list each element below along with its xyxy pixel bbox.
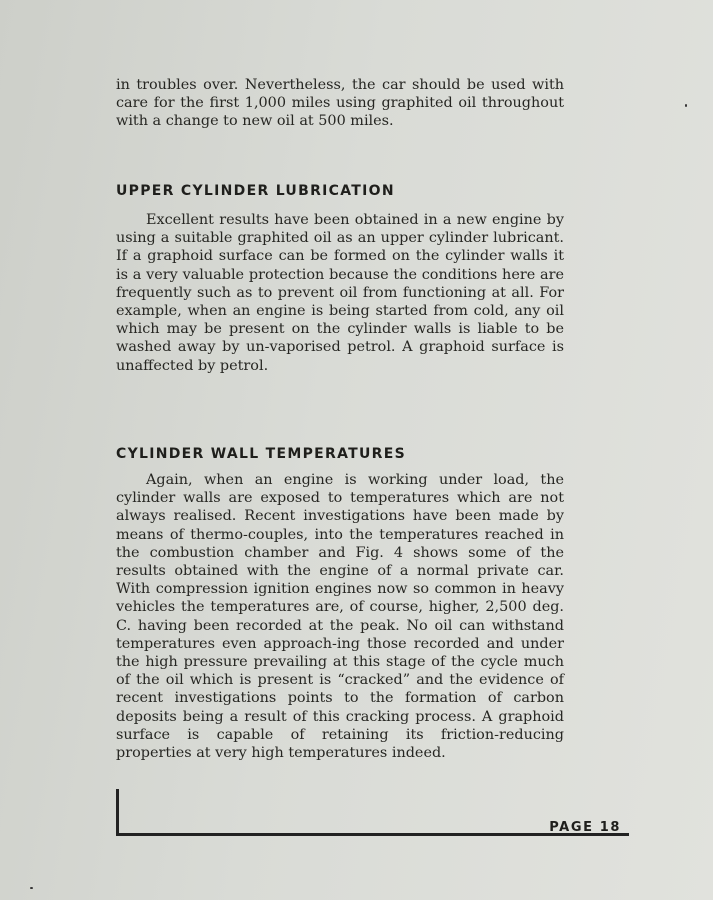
page-number: PAGE 18	[549, 820, 621, 835]
section-paragraph-upper-cylinder-lubrication: Excellent results have been obtained in a new engine by using a suitable graphited oil as an upper cylinder lubricant. If a graphoid surface can be formed on the cylinder walls it is a very valuable protection because the conditions here are frequently such as to prevent oil from functioning at all. For example, when an engine is being started from cold, any oil which may be present on the cylinder walls is liable to be washed away by un-vaporised petrol. A graphoid surface is unaffected by petrol.	[116, 212, 564, 374]
section-heading-upper-cylinder-lubrication: UPPER CYLINDER LUBRICATION	[116, 183, 395, 199]
footer-rule-vertical	[116, 789, 119, 836]
intro-paragraph: in troubles over. Nevertheless, the car should be used with care for the first 1,000 miles using graphited oil throughout with a change to new oil at 500 miles.	[116, 77, 564, 130]
paper-speck	[685, 104, 687, 107]
section-paragraph-cylinder-wall-temperatures: Again, when an engine is working under load, the cylinder walls are exposed to temperatures which are not always realised. Recent investigations have been made by means of thermo-couples, into the temperatures reached in the combustion chamber and Fig. 4 shows some of the results obtained with the engine of a normal private car. With compression ignition engines now so common in heavy vehicles the temperatures are, of course, higher, 2,500 deg. C. having been recorded at the peak. No oil can withstand temperatures even approach-ing those recorded and under the high pressure prevailing at this stage of the cycle much of the oil which is present is “cracked” and the evidence of recent investigations points to the formation of carbon deposits being a result of this cracking process. A graphoid surface is capable of retaining its friction-reducing properties at very high temperatures indeed.	[116, 472, 564, 762]
paper-speck	[30, 887, 33, 889]
section-heading-cylinder-wall-temperatures: CYLINDER WALL TEMPERATURES	[116, 446, 407, 462]
